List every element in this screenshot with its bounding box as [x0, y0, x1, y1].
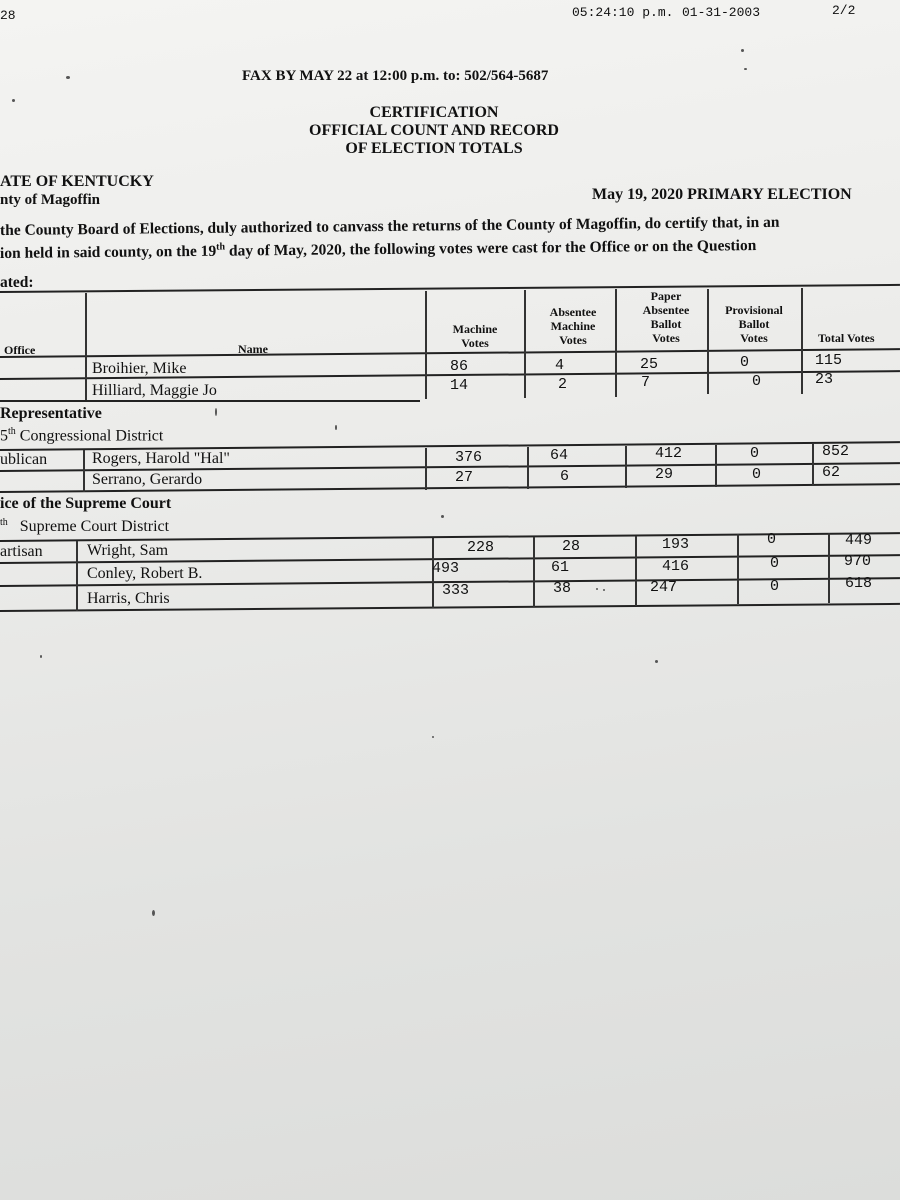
candidate-name: Conley, Robert B.	[87, 565, 203, 582]
absentee-machine-votes: 28	[562, 538, 581, 555]
certify-line-2	[0, 236, 756, 263]
provisional-votes: 0	[752, 466, 762, 483]
provisional-votes: 0	[767, 531, 777, 548]
total-votes: 115	[815, 352, 843, 369]
total-votes: 449	[845, 532, 873, 549]
paper-absentee-votes: 193	[662, 536, 690, 553]
col-provisional-header-line-3: Votes	[740, 331, 768, 345]
col-machine-header	[438, 322, 512, 350]
district-prefix: 5	[0, 427, 8, 445]
machine-votes: 376	[455, 449, 483, 466]
provisional-votes: 0	[752, 373, 762, 390]
state-label: ATE OF KENTUCKY	[0, 173, 154, 190]
col-paper-absentee-header-line-4: Votes	[652, 331, 680, 345]
certify-line-1: the County Board of Elections, duly authorized to canvass the returns of the County of Magoffin, do certify that, in an	[0, 213, 780, 239]
section-heading: ice of the Supreme Court	[0, 495, 172, 512]
machine-votes: 14	[450, 377, 469, 394]
paper-absentee-votes: 247	[650, 579, 678, 596]
col-name-header: Name	[238, 342, 268, 356]
paper-absentee-votes: 25	[640, 356, 659, 373]
machine-votes: 333	[442, 582, 470, 599]
col-office-header: Office	[4, 343, 36, 357]
candidate-name: Serrano, Gerardo	[92, 471, 203, 488]
fax-instruction: FAX BY MAY 22 at 12:00 p.m. to: 502/564-5687	[242, 68, 549, 84]
col-absentee-machine-header-line-3: Votes	[559, 333, 587, 347]
col-paper-absentee-header	[628, 289, 704, 345]
absentee-machine-votes: 38	[553, 580, 572, 597]
district-sup: th	[8, 426, 16, 437]
certify-line-2-text: ion held in said county, on the 19th day of May, 2020, the following votes were cast for the Office or on the Question	[0, 237, 757, 263]
fax-header-left: 28	[0, 8, 16, 23]
fax-time: 05:24:10 p.m.	[572, 5, 674, 20]
total-votes: 23	[815, 371, 834, 388]
col-machine-header-line-2: Votes	[461, 336, 489, 350]
col-provisional-header-line-1: Provisional	[725, 303, 783, 317]
section-heading: Representative	[0, 405, 102, 422]
col-provisional-header	[714, 303, 794, 345]
district-sup: th	[0, 517, 8, 528]
candidate-name: Hilliard, Maggie Jo	[92, 382, 217, 399]
certify-line-3: ated:	[0, 274, 34, 291]
paper-absentee-votes: 29	[655, 466, 674, 483]
title-line-2: OFFICIAL COUNT AND RECORD	[309, 122, 559, 139]
machine-votes: 228	[467, 539, 495, 556]
provisional-votes: 0	[750, 445, 760, 462]
absentee-machine-votes: 64	[550, 447, 569, 464]
county-label: nty of Magoffin	[0, 192, 100, 208]
election-label: May 19, 2020 PRIMARY ELECTION	[592, 186, 852, 203]
machine-votes: 27	[455, 469, 474, 486]
paper-absentee-votes: 7	[641, 374, 651, 391]
total-votes: 62	[822, 464, 841, 481]
col-absentee-machine-header	[535, 305, 611, 347]
candidate-name: Broihier, Mike	[92, 360, 187, 377]
candidate-name: Wright, Sam	[87, 542, 169, 559]
col-paper-absentee-header-line-3: Ballot	[650, 317, 682, 331]
title-line-3: OF ELECTION TOTALS	[345, 140, 523, 157]
col-absentee-machine-header-line-2: Machine	[550, 319, 596, 333]
candidate-name: Harris, Chris	[87, 590, 170, 607]
office-label: artisan	[0, 543, 43, 560]
section-district	[0, 426, 163, 445]
col-machine-header-line-1: Machine	[452, 322, 498, 336]
section-district	[0, 517, 169, 536]
title-line-1: CERTIFICATION	[369, 104, 499, 121]
fax-page: 2/2	[832, 3, 856, 18]
candidate-name: Rogers, Harold "Hal"	[92, 450, 230, 467]
total-votes: 852	[822, 443, 850, 460]
district-label: Supreme Court District	[19, 518, 170, 536]
fax-date: 01-31-2003	[682, 5, 761, 20]
document-title	[284, 104, 584, 158]
provisional-votes: 0	[770, 578, 780, 595]
absentee-machine-votes: 4	[555, 357, 565, 374]
total-votes: 618	[845, 575, 873, 592]
machine-votes: 493	[432, 560, 460, 577]
absentee-machine-votes: 61	[551, 559, 570, 576]
col-provisional-header-line-2: Ballot	[738, 317, 770, 331]
provisional-votes: 0	[740, 354, 750, 371]
district-label: Congressional District	[19, 427, 164, 445]
machine-votes: 86	[450, 358, 469, 375]
col-paper-absentee-header-line-2: Absentee	[642, 303, 690, 317]
col-absentee-machine-header-line-1: Absentee	[549, 305, 597, 319]
paper-absentee-votes: 412	[655, 445, 683, 462]
absentee-machine-votes: 6	[560, 468, 570, 485]
paper-absentee-votes: 416	[662, 558, 690, 575]
col-total-header: Total Votes	[818, 331, 875, 345]
col-paper-absentee-header-line-1: Paper	[650, 289, 682, 303]
provisional-votes: 0	[770, 555, 780, 572]
total-votes: 970	[844, 553, 872, 570]
office-label: ublican	[0, 451, 48, 468]
absentee-machine-votes: 2	[558, 376, 568, 393]
